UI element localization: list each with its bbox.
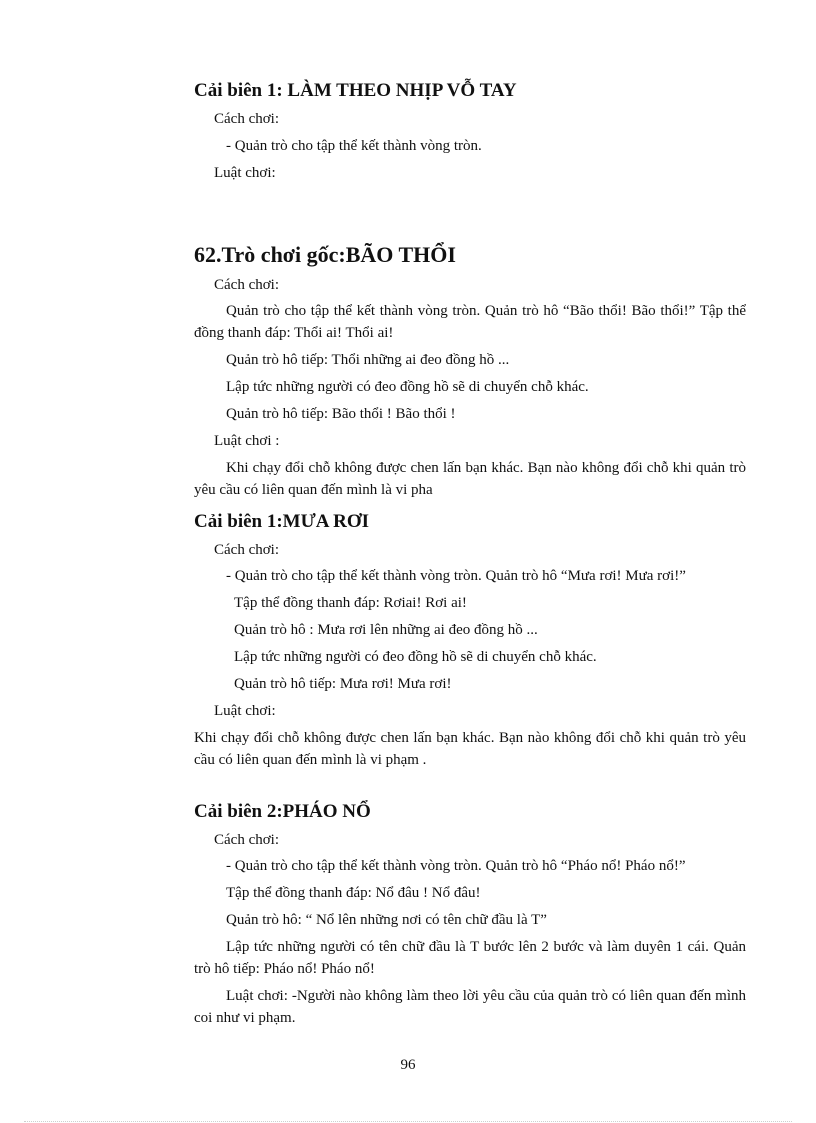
paragraph: Luật chơi: -Người nào không làm theo lời yêu cầu của quản trò có liên quan đến mình coi như vi phạm. xyxy=(194,988,746,1026)
label-luat-choi: Luật chơi: xyxy=(214,165,276,181)
heading-cai-bien-1-lam-theo-nhip-vo-tay: Cải biên 1: LÀM THEO NHỊP VỖ TAY xyxy=(194,80,517,101)
heading-cai-bien-2-phao-no: Cải biên 2:PHÁO NỔ xyxy=(194,801,371,822)
paragraph: Tập thể đồng thanh đáp: Nổ đâu ! Nổ đâu! xyxy=(226,885,481,901)
paragraph: - Quản trò cho tập thể kết thành vòng tròn. xyxy=(226,138,482,154)
page-number: 96 xyxy=(400,1057,416,1073)
paragraph: - Quản trò cho tập thể kết thành vòng tròn. Quản trò hô “Pháo nổ! Pháo nổ!” xyxy=(226,858,686,874)
footer-divider xyxy=(24,1121,792,1122)
paragraph: Khi chạy đổi chỗ không được chen lấn bạn khác. Bạn nào không đổi chỗ khi quản trò yêu cầu có liên quan đến mình là vi phạm . xyxy=(194,730,746,768)
heading-cai-bien-1-mua-roi: Cải biên 1:MƯA RƠI xyxy=(194,511,370,532)
paragraph: Quản trò hô tiếp: Bão thổi ! Bão thổi ! xyxy=(226,406,456,422)
label-luat-choi: Luật chơi : xyxy=(214,433,280,449)
page-content xyxy=(194,76,746,1029)
label-cach-choi: Cách chơi: xyxy=(214,542,279,558)
paragraph: Quản trò hô tiếp: Mưa rơi! Mưa rơi! xyxy=(234,676,452,692)
paragraph: Lập tức những người có tên chữ đầu là T bước lên 2 bước và làm duyên 1 cái. Quản trò hô tiếp: Pháo nổ! Pháo nổ! xyxy=(194,939,746,977)
paragraph: - Quản trò cho tập thể kết thành vòng tròn. Quản trò hô “Mưa rơi! Mưa rơi!” xyxy=(226,568,686,584)
paragraph: Quản trò hô tiếp: Thổi những ai đeo đồng hồ ... xyxy=(226,352,510,368)
paragraph: Lập tức những người có đeo đồng hồ sẽ di chuyển chỗ khác. xyxy=(234,649,597,665)
label-luat-choi: Luật chơi: xyxy=(214,703,276,719)
paragraph: Quản trò hô: “ Nổ lên những nơi có tên chữ đầu là T” xyxy=(226,912,547,928)
label-cach-choi: Cách chơi: xyxy=(214,111,279,127)
paragraph: Tập thể đồng thanh đáp: Rơiai! Rơi ai! xyxy=(234,595,467,611)
paragraph: Khi chạy đổi chỗ không được chen lấn bạn khác. Bạn nào không đổi chỗ khi quản trò yêu cầu có liên quan đến mình là vi pha xyxy=(194,460,746,498)
label-cach-choi: Cách chơi: xyxy=(214,832,279,848)
paragraph: Lập tức những người có đeo đồng hồ sẽ di chuyển chỗ khác. xyxy=(226,379,589,395)
paragraph: Quản trò cho tập thể kết thành vòng tròn. Quản trò hô “Bão thổi! Bão thổi!” Tập thể đồng thanh đáp: Thổi ai! Thổi ai! xyxy=(194,303,746,341)
paragraph: Quản trò hô : Mưa rơi lên những ai đeo đồng hồ ... xyxy=(234,622,538,638)
heading-tro-choi-goc-bao-thoi: 62.Trò chơi gốc:BÃO THỔI xyxy=(194,242,456,267)
label-cach-choi: Cách chơi: xyxy=(214,277,279,293)
